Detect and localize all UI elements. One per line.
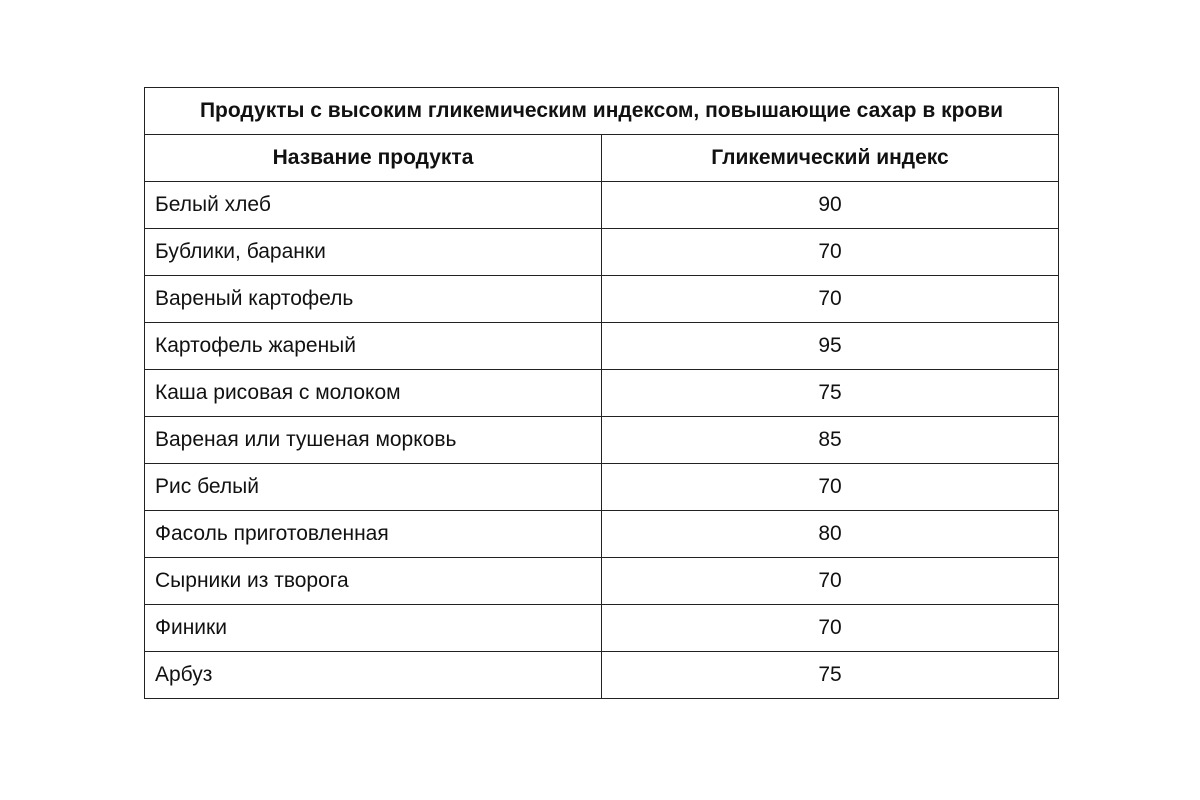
table-row (145, 417, 1059, 464)
column-header-glycemic-index: Гликемический индекс (602, 135, 1059, 182)
glycemic-index-table-container (144, 87, 1058, 699)
glycemic-index-cell: 90 (602, 182, 1059, 229)
product-name-cell: Арбуз (145, 652, 602, 699)
table-row (145, 605, 1059, 652)
glycemic-index-cell: 95 (602, 323, 1059, 370)
glycemic-index-cell: 85 (602, 417, 1059, 464)
table-row (145, 652, 1059, 699)
table-header-row (145, 135, 1059, 182)
glycemic-index-cell: 75 (602, 370, 1059, 417)
column-header-product-name: Название продукта (145, 135, 602, 182)
glycemic-index-cell: 70 (602, 464, 1059, 511)
glycemic-index-cell: 80 (602, 511, 1059, 558)
glycemic-index-cell: 75 (602, 652, 1059, 699)
glycemic-index-cell: 70 (602, 276, 1059, 323)
table-row (145, 323, 1059, 370)
product-name-cell: Вареный картофель (145, 276, 602, 323)
table-row (145, 276, 1059, 323)
product-name-cell: Сырники из творога (145, 558, 602, 605)
glycemic-index-cell: 70 (602, 229, 1059, 276)
product-name-cell: Белый хлеб (145, 182, 602, 229)
table-row (145, 464, 1059, 511)
table-title-row (145, 88, 1059, 135)
product-name-cell: Рис белый (145, 464, 602, 511)
table-row (145, 370, 1059, 417)
product-name-cell: Картофель жареный (145, 323, 602, 370)
product-name-cell: Каша рисовая с молоком (145, 370, 602, 417)
product-name-cell: Финики (145, 605, 602, 652)
table-row (145, 182, 1059, 229)
table-row (145, 511, 1059, 558)
product-name-cell: Вареная или тушеная морковь (145, 417, 602, 464)
product-name-cell: Бублики, баранки (145, 229, 602, 276)
glycemic-index-cell: 70 (602, 605, 1059, 652)
glycemic-index-cell: 70 (602, 558, 1059, 605)
product-name-cell: Фасоль приготовленная (145, 511, 602, 558)
table-title: Продукты с высоким гликемическим индексом, повышающие сахар в крови (145, 88, 1059, 135)
table-row (145, 558, 1059, 605)
table-row (145, 229, 1059, 276)
glycemic-index-table (144, 87, 1059, 699)
